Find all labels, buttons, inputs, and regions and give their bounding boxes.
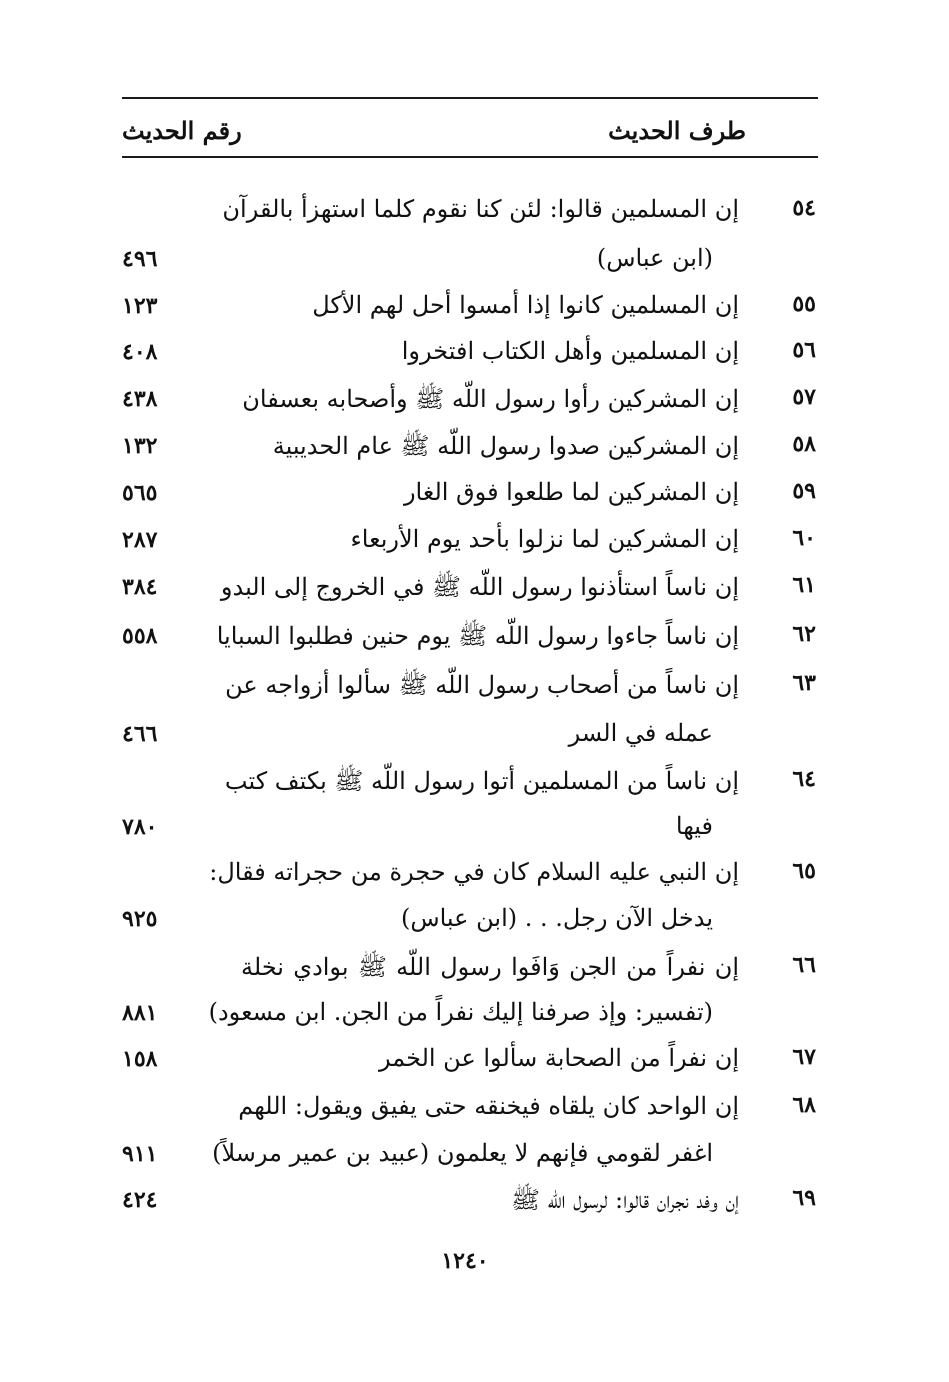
entry-line: [0, 431, 949, 471]
entry-text: إن المسلمين كانوا إذا أمسوا أحل لهم الأكل: [312, 291, 739, 319]
entry-line: [0, 998, 949, 1038]
entry-line: [0, 670, 949, 710]
entry-line: [0, 291, 949, 331]
entry-ref: ١٢٣: [122, 293, 158, 319]
entry-text: إن النبي عليه السلام كان في حجرة من حجراته فقال:: [209, 858, 739, 886]
hadith-column-header: طرف الحديث: [608, 116, 746, 145]
entry-ref: ٢٨٧: [122, 527, 158, 553]
header-bottom-rule: [122, 156, 818, 158]
entry-number: ٦١: [792, 572, 816, 598]
entry-number: ٦٦: [792, 952, 816, 978]
entry-line: [0, 244, 949, 284]
entry-line: [0, 1139, 949, 1179]
entry-number: ٥٦: [792, 337, 816, 363]
entry-line: [0, 719, 949, 759]
entry-line: [0, 766, 949, 806]
entry-line: [0, 478, 949, 518]
entry-text: إن وفد نجران قالوا: لرسول اللّه ﷺ: [510, 1186, 739, 1214]
entry-line: [0, 384, 949, 424]
entry-number: ٥٨: [792, 431, 816, 457]
entry-ref: ٥٥٨: [122, 623, 158, 649]
entry-text: إن ناساً من المسلمين أتوا رسول اللّه ﷺ بكتف كتب: [224, 767, 739, 795]
entry-text: إن المسلمين قالوا: لئن كنا نقوم كلما استهزأ بالقرآن: [222, 195, 739, 223]
entry-number: ٦٠: [792, 525, 816, 551]
entry-text: (ابن عباس): [596, 244, 713, 272]
entry-line: [0, 195, 949, 235]
entry-text: إن المشركين رأوا رسول اللّه ﷺ وأصحابه بعسفان: [242, 385, 739, 413]
header-top-rule: [122, 97, 818, 99]
entry-text: يدخل الآن رجل. . . (ابن عباس): [400, 904, 713, 932]
entry-text: (تفسير: وإذ صرفنا إليك نفراً من الجن. ابن مسعود): [208, 998, 713, 1026]
entry-text: عمله في السر: [568, 719, 713, 747]
entry-line: [0, 812, 949, 852]
entry-text: فيها: [675, 812, 713, 840]
entry-number: ٦٨: [792, 1092, 816, 1118]
entry-text: إن ناساً جاءوا رسول اللّه ﷺ يوم حنين فطلبوا السبايا: [216, 622, 739, 650]
entry-text: إن ناساً استأذنوا رسول اللّه ﷺ في الخروج إلى البدو: [220, 573, 739, 601]
entry-number: ٦٤: [792, 766, 816, 792]
entry-number: ٥٥: [792, 291, 816, 317]
entry-text: إن المشركين لما نزلوا بأحد يوم الأربعاء: [350, 525, 739, 553]
entry-ref: ٤٩٦: [122, 246, 158, 272]
entry-ref: ٩١١: [122, 1141, 158, 1167]
page-number: ١٢٤٠: [441, 1248, 489, 1274]
entry-text: إن نفراً من الجن وَافَوا رسول اللّه ﷺ بوادي نخلة: [241, 953, 739, 981]
entry-line: [0, 572, 949, 612]
entry-line: [0, 1044, 949, 1084]
entry-ref: ٨٨١: [122, 1000, 158, 1026]
entry-text: إن ناساً من أصحاب رسول اللّه ﷺ سألوا أزواجه عن: [225, 671, 739, 699]
entry-text: إن المشركين صدوا رسول اللّه ﷺ عام الحديبية: [272, 432, 739, 460]
entry-ref: ٤٣٨: [122, 386, 158, 412]
entry-ref: ١٥٨: [122, 1046, 158, 1072]
entry-ref: ٤٦٦: [122, 721, 158, 747]
entry-ref: ١٣٢: [122, 433, 158, 459]
entry-text: اغفر لقومي فإنهم لا يعلمون (عبيد بن عمير مرسلاً): [212, 1139, 713, 1167]
entry-ref: ٧٨٠: [122, 814, 158, 840]
entry-number: ٦٥: [792, 858, 816, 884]
entry-ref: ٤٢٤: [122, 1187, 158, 1213]
entry-ref: ٩٢٥: [122, 906, 158, 932]
entry-line: [0, 525, 949, 565]
entry-number: ٥٩: [792, 478, 816, 504]
entry-number: ٥٧: [792, 384, 816, 410]
entry-text: إن نفراً من الصحابة سألوا عن الخمر: [378, 1044, 739, 1072]
entry-number: ٦٧: [792, 1044, 816, 1070]
entry-ref: ٤٠٨: [122, 339, 158, 365]
entry-line: [0, 858, 949, 898]
entry-line: [0, 1185, 949, 1225]
entry-text: إن المسلمين وأهل الكتاب افتخروا: [401, 337, 739, 365]
number-column-header: رقم الحديث: [122, 116, 242, 145]
entry-line: [0, 904, 949, 944]
entry-number: ٦٩: [792, 1185, 816, 1211]
entry-line: [0, 337, 949, 377]
entry-text: إن المشركين لما طلعوا فوق الغار: [403, 478, 739, 506]
entry-line: [0, 952, 949, 992]
entry-number: ٦٢: [792, 621, 816, 647]
entry-number: ٦٣: [792, 670, 816, 696]
entry-line: [0, 1092, 949, 1132]
entry-ref: ٣٨٤: [122, 574, 158, 600]
entry-ref: ٥٦٥: [122, 480, 158, 506]
entry-text: إن الواحد كان يلقاه فيخنقه حتى يفيق ويقول: اللهم: [238, 1092, 739, 1120]
entry-number: ٥٤: [792, 195, 816, 221]
entry-line: [0, 621, 949, 661]
